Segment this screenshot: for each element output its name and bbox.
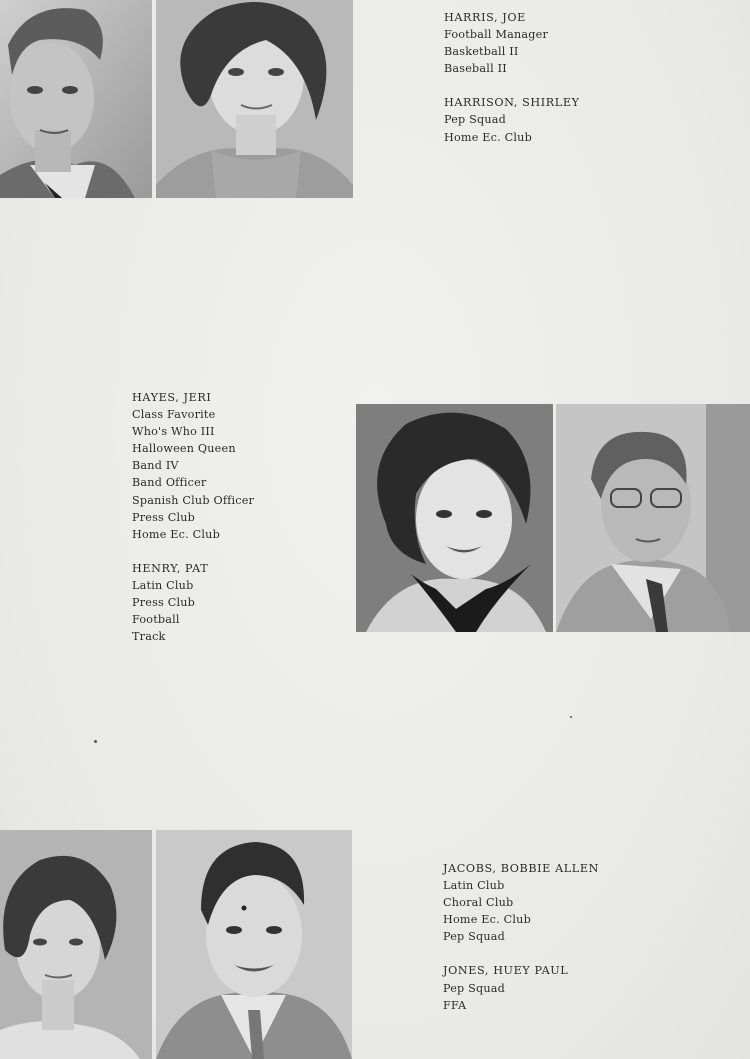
entry-henry-pat <box>132 560 254 645</box>
activity: Halloween Queen <box>132 442 236 456</box>
activity: Football <box>132 613 180 627</box>
caption-bottom-right <box>443 860 599 1014</box>
activity: FFA <box>443 998 467 1012</box>
portrait-harris-joe <box>0 0 152 198</box>
entry-harris-joe <box>444 9 580 77</box>
caption-middle-left <box>132 389 254 645</box>
caption-top-right <box>444 9 580 146</box>
activity: Latin Club <box>132 578 194 592</box>
activity: Basketball II <box>444 45 519 59</box>
portrait-hayes-jeri <box>356 404 553 632</box>
activity: Press Club <box>132 596 196 610</box>
activity: Baseball II <box>444 62 507 76</box>
student-name: HARRISON, SHIRLEY <box>444 96 580 110</box>
activity: Football Manager <box>444 28 548 42</box>
entry-jones-huey-paul <box>443 962 599 1013</box>
activity: Who's Who III <box>132 425 215 439</box>
activity: Home Ec. Club <box>444 130 532 144</box>
student-name: HAYES, JERI <box>132 391 212 404</box>
portrait-harrison-shirley <box>156 0 353 198</box>
activity: Track <box>132 630 166 644</box>
activity: Latin Club <box>443 879 505 893</box>
activity: Press Club <box>132 510 196 524</box>
student-name: JONES, HUEY PAUL <box>443 964 569 978</box>
paper-speck <box>570 716 572 718</box>
activity: Pep Squad <box>443 930 506 944</box>
student-name: HARRIS, JOE <box>444 11 526 24</box>
activity: Band Officer <box>132 476 207 490</box>
activity: Spanish Club Officer <box>132 493 255 507</box>
activity: Home Ec. Club <box>443 913 531 927</box>
activity: Band IV <box>132 459 179 473</box>
activity: Class Favorite <box>132 408 216 422</box>
portrait-jones-huey-paul <box>156 830 352 1059</box>
student-name: JACOBS, BOBBIE ALLEN <box>443 862 599 875</box>
activity: Pep Squad <box>443 981 506 995</box>
entry-harrison-shirley <box>444 94 580 145</box>
student-name: HENRY, PAT <box>132 561 209 575</box>
portrait-henry-pat <box>556 404 750 632</box>
activity: Pep Squad <box>444 113 507 127</box>
paper-speck <box>94 740 97 743</box>
entry-jacobs-bobbie-allen <box>443 860 599 945</box>
activity: Choral Club <box>443 896 514 910</box>
portrait-jacobs-bobbie-allen <box>0 830 152 1059</box>
entry-hayes-jeri <box>132 389 254 543</box>
activity: Home Ec. Club <box>132 527 220 541</box>
